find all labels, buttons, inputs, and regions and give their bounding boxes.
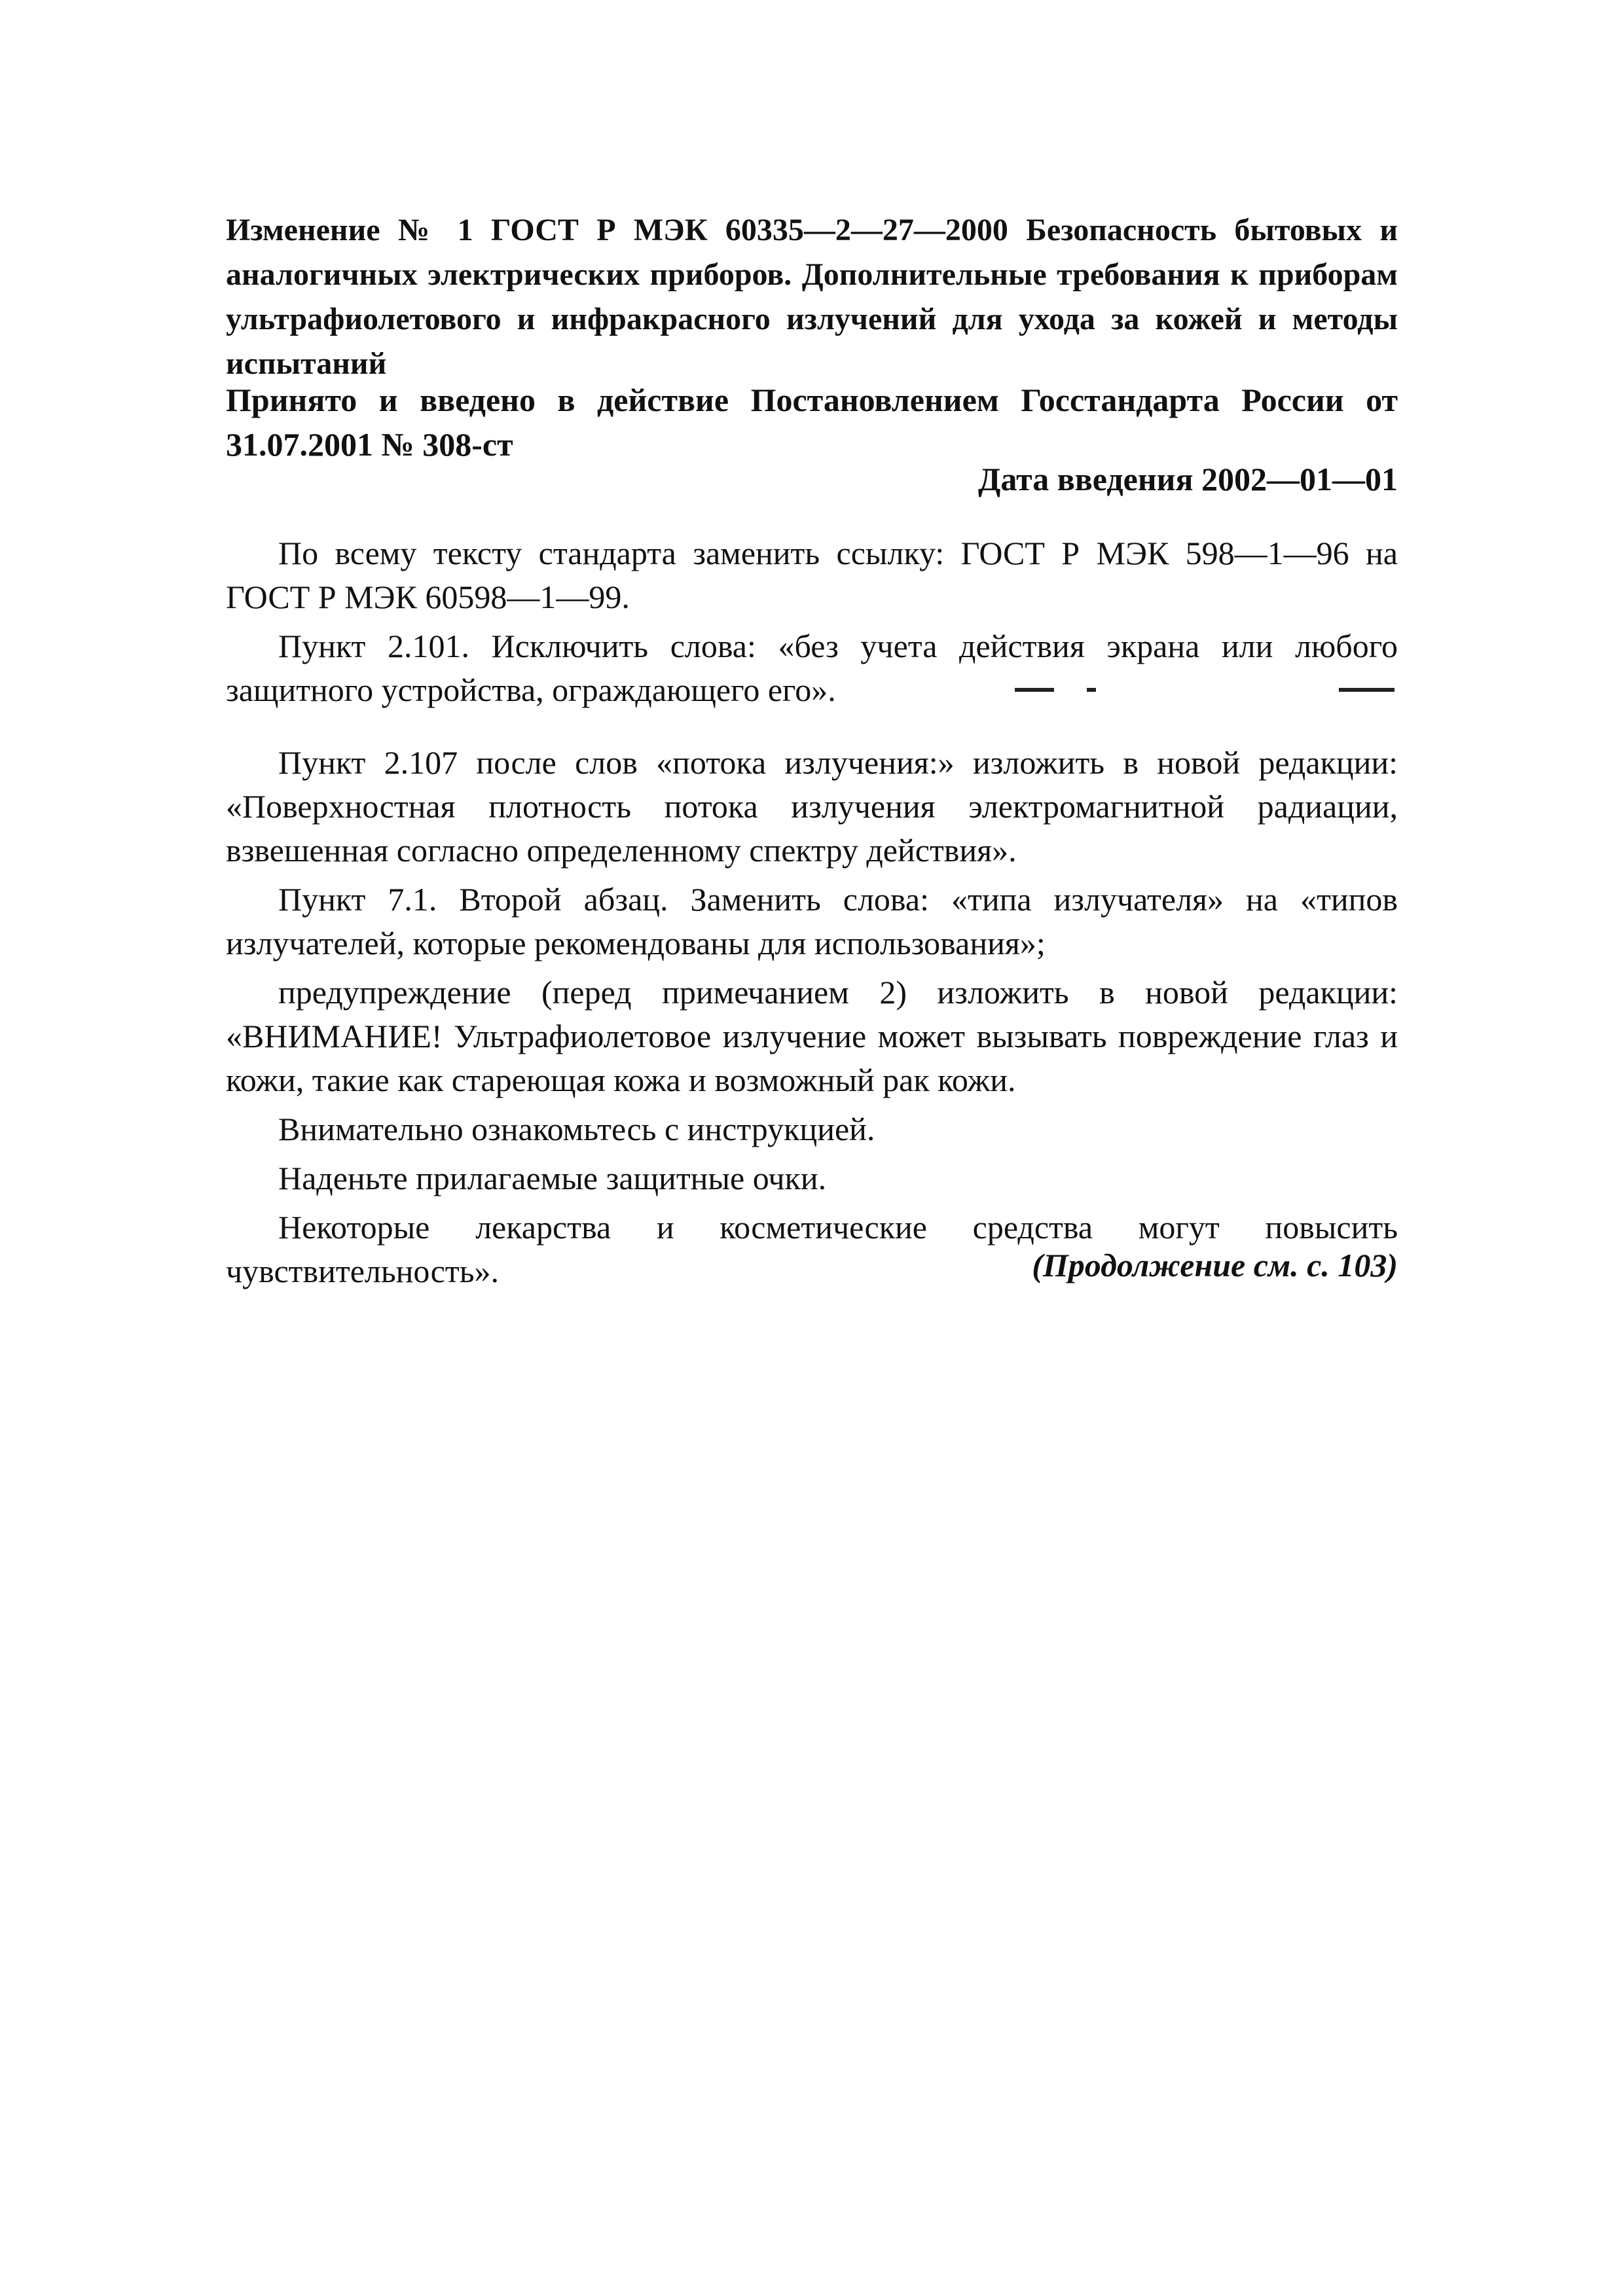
paragraph-warning-goggles: Наденьте прилагаемые защитные очки. [278,1160,827,1196]
continuation-note: (Продолжение см. с. 103) [1032,1247,1398,1283]
paragraph-warning: предупреждение (перед примечанием 2) изложить в новой редакции: «ВНИМАНИЕ! Ультрафиолетовое излучение может вызывать повреждение глаз и кожи, такие как стареющая кожа и возможный рак кожи. [226,974,1398,1098]
adoption-note: Принято и введено в действие Постановлением Госстандарта России от 31.07.2001 № 308-ст [226,382,1398,463]
amendment-section-1 [226,531,1398,717]
scan-artifact [1087,688,1096,692]
scan-artifact [1015,688,1054,692]
effective-date: Дата введения 2002—01—01 [978,461,1398,497]
paragraph-2-101: Пункт 2.101. Исключить слова: «без учета действия экрана или любого защитного устройства, ограждающего его». [226,628,1398,708]
amendment-section-2 [226,741,1398,1299]
scan-artifact [1339,688,1395,692]
amendment-title: Изменение № 1 ГОСТ Р МЭК 60335—2—27—2000 Безопасность бытовых и аналогичных электрических приборов. Дополнительные требования к приборам ультрафиолетового и инфракрасного излучений для ухода за кожей и методы испытаний [226,213,1398,381]
paragraph-warning-instructions: Внимательно ознакомьтесь с инструкцией. [278,1111,875,1147]
paragraph-7-1: Пункт 7.1. Второй абзац. Заменить слова: «типа излучателя» на «типов излучателей, которые рекомендованы для использования»; [226,881,1398,961]
paragraph-warning-medication: Некоторые лекарства и косметические средства могут повысить чувствительность». [226,1209,1398,1289]
paragraph-reference-replacement: По всему тексту стандарта заменить ссылку: ГОСТ Р МЭК 598—1—96 на ГОСТ Р МЭК 60598—1—99. [226,535,1398,615]
paragraph-2-107: Пункт 2.107 после слов «потока излучения:» изложить в новой редакции: «Поверхностная плотность потока излучения электромагнитной радиации, взвешенная согласно определенному спектру действия». [226,744,1398,869]
